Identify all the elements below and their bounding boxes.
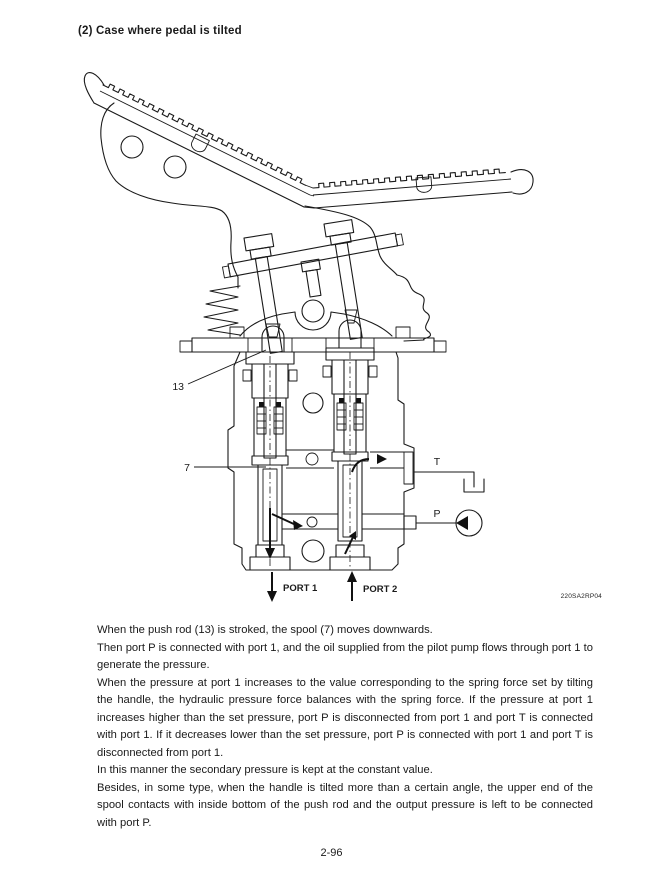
page-number: 2-96 xyxy=(320,847,343,859)
pedal-right-cap xyxy=(511,170,533,194)
center-bolt xyxy=(301,259,324,297)
flow-arrows xyxy=(265,454,387,559)
port2-arrow xyxy=(347,571,397,601)
paragraph-4: In this manner the secondary pressure is kept at the constant value. xyxy=(97,764,433,777)
mounting-flange xyxy=(180,327,446,352)
bracket-hole-1 xyxy=(121,136,143,158)
paragraph-1: When the push rod (13) is stroked, the spool (7) moves downwards. xyxy=(97,624,433,636)
port1-arrow xyxy=(267,572,318,602)
pedal xyxy=(84,73,533,208)
tank-line xyxy=(414,456,484,492)
part-label-13: 13 xyxy=(172,381,184,393)
paragraph-2: Then port P is connected with port 1, and the oil supplied from the pilot pump flows through port 1 to generate the pressure. xyxy=(97,641,593,672)
paragraph-5: Besides, in some type, when the handle is tilted more than a certain angle, the upper end of the spool contacts with inside bottom of the push rod and the output pressure is left to be connected with port P. xyxy=(97,781,593,830)
tank-port-boss xyxy=(404,452,413,484)
port1-label: PORT 1 xyxy=(283,583,318,594)
valve-body xyxy=(228,352,416,570)
body-text xyxy=(97,622,593,833)
part-label-7: 7 xyxy=(184,462,190,474)
callout-7 xyxy=(184,462,266,474)
bracket-hole-2 xyxy=(164,156,186,178)
pedal-left-tip xyxy=(84,73,104,103)
push-rod-screw-right xyxy=(324,220,370,341)
paragraph-3: When the pressure at port 1 increases to the value corresponding to the spring force set by tilting the handle, the hydraulic pressure force balances with the spring force. If the pressure at port 1 increases higher than the set pressure, port P is disconnected from port 1 and port T is connected with port 1. If it decreases lower than the set pressure, port P is connected with port 1 and port T is disconnected from port 1. xyxy=(97,676,593,759)
figure-code: 220SA2RP04 xyxy=(560,593,602,600)
port2-label: PORT 2 xyxy=(363,584,398,595)
cam-plate xyxy=(222,232,403,278)
bellows-left xyxy=(204,286,240,335)
pivot-ball xyxy=(302,300,324,322)
pump-line xyxy=(416,508,482,536)
pedal-valve-diagram xyxy=(60,55,620,615)
push-rod-screw-left xyxy=(244,234,290,355)
pump-port-boss xyxy=(404,516,416,529)
bellows-right xyxy=(397,275,431,341)
port-label-p: P xyxy=(433,508,441,520)
port-label-t: T xyxy=(433,456,441,468)
page-heading: (2) Case where pedal is tilted xyxy=(78,25,242,37)
